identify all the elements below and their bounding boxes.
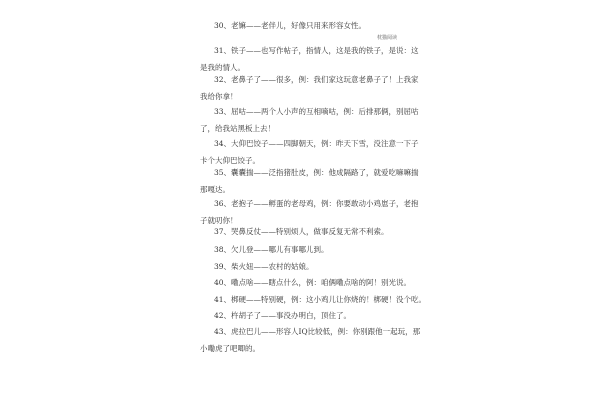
entry-40 [200, 274, 410, 291]
entry-text: 38、欠儿登——哪儿有事哪儿到。 [214, 245, 329, 254]
entry-text-continued: 那嘎达。 [200, 185, 230, 194]
entry-33 [200, 103, 419, 137]
entry-text: 32、老鼻子了——很多，例：我们家这玩意老鼻子了！上我家 [214, 75, 419, 84]
header-note: 枕猫阅读 [376, 35, 397, 41]
entry-text: 35、囊囊揣——泛指猪肚皮，例：他成隔路了，就爱吃嘛嘛揣 [214, 168, 419, 177]
entry-30 [200, 17, 410, 34]
entry-text-continued: 是我的情人。 [200, 63, 245, 72]
entry-43 [200, 323, 421, 357]
entry-text: 34、大仰巴饺子——四脚朝天，例：昨天下雪，没注意一下子 [214, 139, 419, 148]
entry-text: 36、老抱子——孵蛋的老母鸡，例：你要敢动小鸡崽子，老抱 [214, 199, 419, 208]
entry-text: 41、梆硬——特别硬，例：这小鸡儿让你烧的！梆硬！没个吃。 [214, 295, 427, 304]
entry-text: 33、屈咕——两个人小声的互相嘀咕，例：后排那俩，别屈咕 [214, 107, 419, 116]
entry-text: 39、柴火妞——农村的姑娘。 [214, 262, 314, 271]
entry-text: 40、嘞点啥——瞎点什么，例：咱俩嘞点啥的阿！别光说。 [214, 278, 412, 287]
entry-35 [200, 164, 419, 198]
entry-42 [200, 307, 410, 324]
entry-text-continued: 小嘞虎了吧唧的。 [200, 344, 260, 353]
entry-text: 37、哭鼻反仗——特别烦人，做事反复无常不利索。 [214, 227, 389, 236]
entry-text: 31、铁子——也写作帖子，指情人，这是我的铁子，是说：这 [214, 46, 419, 55]
entry-text: 30、老嫲——老伴儿，好像只用来形容女性。 [214, 21, 367, 30]
entry-text-continued: 我给你拿！ [200, 92, 238, 101]
entry-32 [200, 71, 419, 105]
entry-text-continued: 子就叨你！ [200, 216, 238, 225]
entry-37 [200, 223, 410, 240]
entry-text: 43、虎拉巴儿——形容人IQ比较低，例：你别跟他一起玩，那 [214, 327, 421, 336]
entry-text-continued: 了，给我站黑板上去！ [200, 124, 275, 133]
entry-text-continued: 卡个大仰巴饺子。 [200, 156, 260, 165]
entry-38 [200, 241, 410, 258]
entry-41 [200, 291, 427, 308]
entry-text: 42、杵胡子了——事没办明白，顶住了。 [214, 311, 352, 320]
entry-39 [200, 258, 410, 275]
